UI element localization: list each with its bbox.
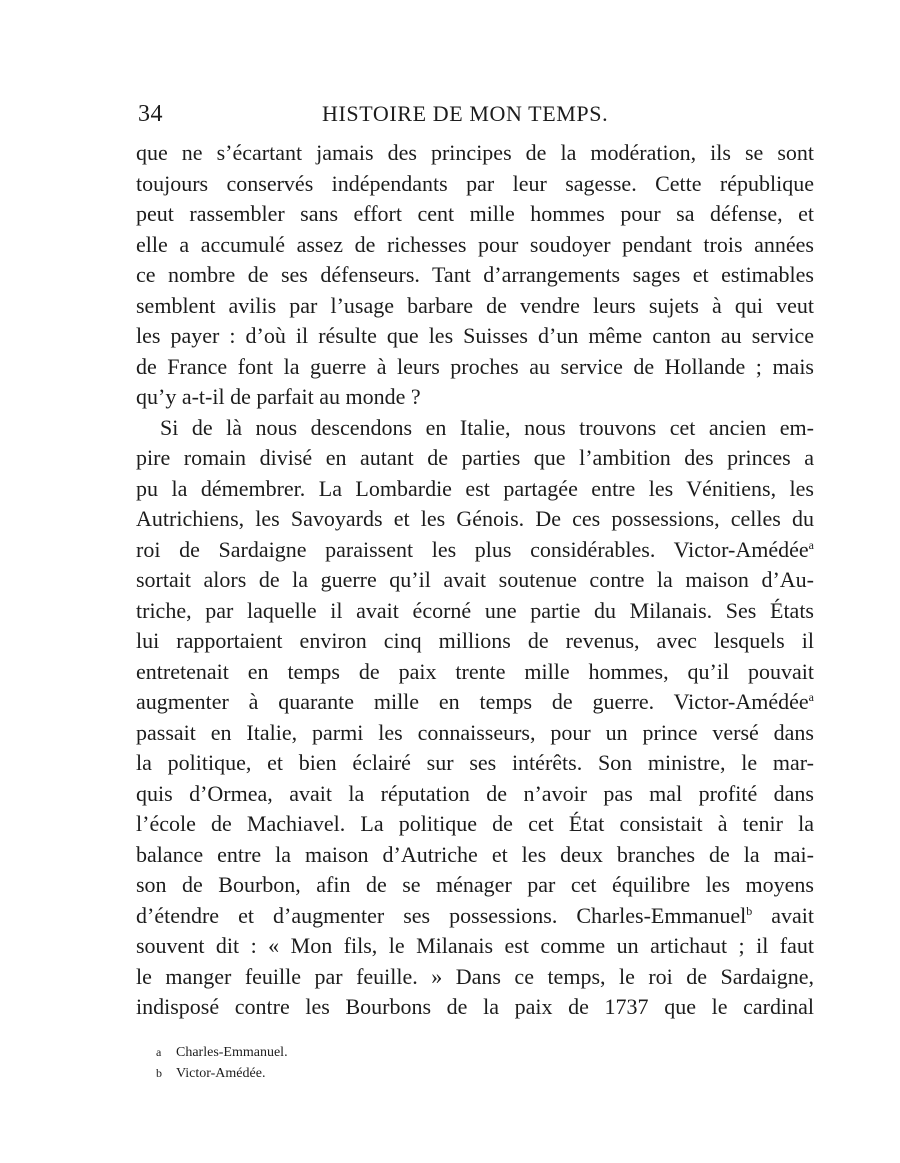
- text-line: la politique, et bien éclairé sur ses intérêts. Son ministre, le mar-: [136, 750, 814, 775]
- footnote-mark: a: [156, 1045, 162, 1059]
- body-text: [136, 138, 814, 1023]
- footnote-marker-b[interactable]: b: [746, 903, 753, 918]
- footnote-a: [156, 1042, 556, 1063]
- text-line: que ne s’écartant jamais des principes de la modération, ils se sont: [136, 140, 814, 165]
- footnote-b: [156, 1063, 556, 1084]
- text-line: qu’y a-t-il de parfait au monde ?: [136, 384, 421, 409]
- text-line-segment: avait: [771, 902, 815, 928]
- running-title: HISTOIRE DE MON TEMPS.: [322, 101, 609, 126]
- text-line: [136, 901, 814, 932]
- text-line: [136, 535, 814, 566]
- text-line-segment: roi de Sardaigne paraissent les plus considérables. Victor-Amédée: [136, 536, 809, 562]
- text-line: toujours conservés indépendants par leur sagesse. Cette république: [136, 170, 814, 196]
- text-line: l’école de Machiavel. La politique de cet État consistait à tenir la: [136, 811, 814, 836]
- text-line: lui rapportaient environ cinq millions de revenus, avec lesquels il: [136, 628, 814, 653]
- text-line: de France font la guerre à leurs proches au service de Hollande ; mais: [136, 353, 814, 379]
- text-line: Autrichiens, les Savoyards et les Génois. De ces possessions, celles du: [136, 506, 814, 531]
- text-line: souvent dit : « Mon fils, le Milanais est comme un artichaut ; il faut: [136, 933, 814, 958]
- text-line: sortait alors de la guerre qu’il avait soutenue contre la maison d’Au-: [136, 567, 814, 592]
- text-line: quis d’Ormea, avait la réputation de n’avoir pas mal profité dans: [136, 780, 814, 806]
- footnote-marker-a[interactable]: a: [808, 690, 814, 704]
- text-line: indisposé contre les Bourbons de la paix de 1737 que le cardinal: [136, 994, 814, 1019]
- text-line: [136, 687, 814, 718]
- text-line: ce nombre de ses défenseurs. Tant d’arrangements sages et estimables: [136, 262, 814, 287]
- page-number: 34: [138, 101, 163, 127]
- paragraph-start-line: Si de là nous descendons en Italie, nous trouvons cet ancien em-: [160, 414, 814, 440]
- text-line: balance entre la maison d’Autriche et les deux branches de la mai-: [136, 841, 814, 867]
- text-line: passait en Italie, parmi les connaisseurs, pour un prince versé dans: [136, 719, 814, 745]
- text-line-segment: augmenter à quarante mille en temps de guerre. Victor-Amédée: [136, 689, 809, 714]
- footnote-text: Charles-Emmanuel.: [176, 1045, 288, 1060]
- text-line: elle a accumulé assez de richesses pour soudoyer pendant trois années: [136, 231, 814, 257]
- text-line: pire romain divisé en autant de parties que l’ambition des princes a: [136, 445, 814, 470]
- text-line: triche, par laquelle il avait écorné une partie du Milanais. Ses États: [136, 597, 814, 623]
- footnote-mark: b: [156, 1066, 162, 1080]
- text-line: son de Bourbon, afin de se ménager par cet équilibre les moyens: [136, 872, 814, 897]
- running-head: [136, 94, 814, 134]
- text-line: entretenait en temps de paix trente mille hommes, qu’il pouvait: [136, 658, 814, 684]
- text-line: semblent avilis par l’usage barbare de vendre leurs sujets à qui veut: [136, 292, 814, 318]
- text-line-segment: d’étendre et d’augmenter ses possessions. Charles-Emmanuel: [136, 902, 747, 928]
- text-line: peut rassembler sans effort cent mille hommes pour sa défense, et: [136, 201, 814, 226]
- text-line: les payer : d’où il résulte que les Suisses d’un même canton au service: [136, 323, 814, 348]
- footnote-text: Victor-Amédée.: [176, 1066, 266, 1081]
- footnotes: [156, 1042, 556, 1084]
- text-line: pu la démembrer. La Lombardie est partagée entre les Vénitiens, les: [136, 475, 814, 501]
- text-line: le manger feuille par feuille. » Dans ce temps, le roi de Sardaigne,: [136, 963, 814, 989]
- footnote-marker-a[interactable]: a: [808, 537, 814, 552]
